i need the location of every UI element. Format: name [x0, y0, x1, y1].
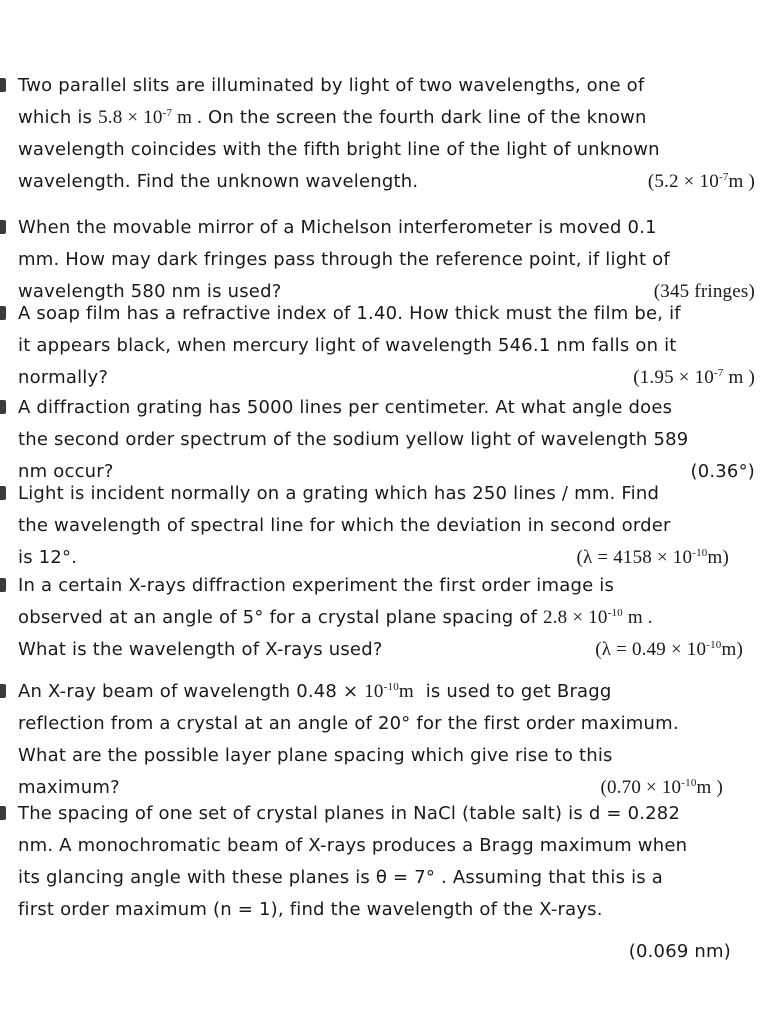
answer: $(\lambda = 4158 \times 10^{-10}m)$	[576, 547, 729, 568]
problem-3	[18, 298, 763, 394]
problem-4	[18, 392, 763, 488]
problem-6	[18, 570, 763, 666]
problem-5	[18, 478, 763, 574]
problem-text: In a certain X-rays diffraction experiment the first order image is observed at an angle of 5° for a crystal plane spacing of $2.8 \times 10^{-10}$ m . What is the wavelength of X-rays used? $(\lambda = 0.49 \times 10^{-10}m)$	[18, 570, 763, 666]
bullet-marker	[0, 220, 6, 234]
bullet-marker	[0, 806, 6, 820]
bullet-marker	[0, 578, 6, 592]
answer: $(\lambda = 0.49 \times 10^{-10}m)$	[595, 639, 743, 660]
problem-text: When the movable mirror of a Michelson interferometer is moved 0.1 mm. How may dark fringes pass through the reference point, if light of wavelength 580 nm is used? (345 fringes)	[18, 212, 763, 308]
problem-8	[18, 798, 763, 968]
answer: (0.36°)	[690, 461, 755, 482]
answer: ($0.70 \times 10^{-10}m$ )	[600, 777, 723, 798]
problem-text: Light is incident normally on a grating which has 250 lines / mm. Find the wavelength of spectral line for which the deviation in second order is 12°. $(\lambda = 4158 \times 10^{-10}m)$	[18, 478, 763, 574]
answer: ($5.2 \times 10^{-7}m$ )	[647, 171, 755, 192]
problem-7	[18, 676, 763, 804]
answer: ($1.95 \times 10^{-7}$ m )	[633, 367, 755, 388]
answer: (0.069 nm)	[628, 941, 731, 962]
problem-text: The spacing of one set of crystal planes in NaCl (table salt) is d = 0.282 nm. A monochromatic beam of X-rays produces a Bragg maximum when its glancing angle with these planes is θ = 7° . Assuming that this is a first order maximum (n = 1), find the wavelength of the X-rays.	[18, 803, 688, 920]
answer: (345 fringes)	[653, 281, 755, 302]
bullet-marker	[0, 684, 6, 698]
bullet-marker	[0, 486, 6, 500]
problem-1	[18, 70, 763, 198]
problem-2	[18, 212, 763, 308]
problem-text: A soap film has a refractive index of 1.40. How thick must the film be, if it appears black, when mercury light of wavelength 546.1 nm falls on it normally? ($1.95 \times 10^{-7}$ m )	[18, 298, 763, 394]
problem-text: Two parallel slits are illuminated by light of two wavelengths, one of which is $5.8 \times 10^{-7}$ m . On the screen the fourth dark line of the known wavelength coincides with the fifth bright line of the light of unknown wavelength. Find the unknown wavelength. ($5.2 \times 10^{-7}m$ )	[18, 70, 763, 198]
bullet-marker	[0, 78, 6, 92]
bullet-marker	[0, 400, 6, 414]
problem-text: An X-ray beam of wavelength $0.48 \times 10^{-10}m$ is used to get Bragg reflection from a crystal at an angle of 20° for the first order maximum. What are the possible layer plane spacing which give rise to this maximum? ($0.70 \times 10^{-10}m$ )	[18, 676, 763, 804]
problem-text: A diffraction grating has 5000 lines per centimeter. At what angle does the second order spectrum of the sodium yellow light of wavelength 589 nm occur? (0.36°)	[18, 392, 763, 488]
bullet-marker	[0, 306, 6, 320]
